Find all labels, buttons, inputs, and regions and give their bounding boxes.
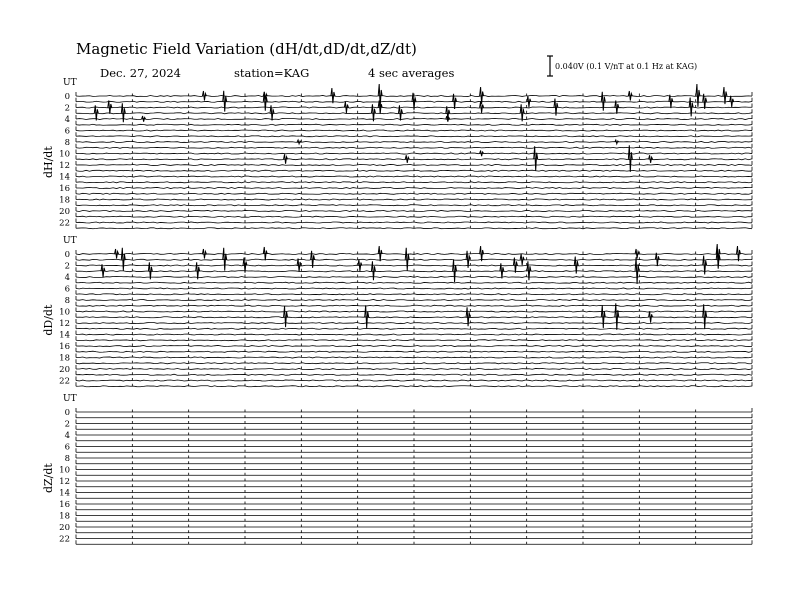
hour-tick-label: 4 [64, 115, 70, 125]
scale-bar [547, 56, 553, 76]
hour-tick-label: 20 [59, 523, 70, 533]
spike-mark [453, 259, 457, 282]
hour-tick-label: 16 [59, 342, 70, 352]
spike-mark [520, 254, 524, 265]
hour-tick-label: 4 [64, 431, 70, 441]
spike-mark [297, 140, 301, 144]
ut-label: UT [63, 236, 77, 246]
spike-mark [736, 246, 740, 261]
hour-tick-label: 8 [64, 454, 70, 464]
hour-tick-label: 2 [64, 419, 70, 430]
hour-tick-label: 10 [59, 465, 70, 476]
hour-tick-label: 0 [64, 92, 70, 102]
hour-tick-label: 8 [64, 296, 70, 306]
station-label: station=KAG [234, 66, 310, 80]
hour-tick-label: 10 [59, 149, 70, 160]
spike-mark [121, 103, 125, 122]
spike-mark [628, 145, 632, 172]
hour-tick-label: 16 [59, 184, 70, 194]
hour-tick-label: 22 [59, 376, 70, 387]
hour-tick-label: 6 [64, 284, 70, 295]
hour-tick-label: 2 [64, 103, 70, 114]
panel-label: dD/dt [42, 304, 55, 336]
spike-mark [615, 303, 619, 330]
hour-tick-label: 12 [59, 161, 70, 171]
spike-mark [615, 101, 619, 114]
hour-tick-label: 16 [59, 500, 70, 510]
hour-tick-label: 0 [64, 250, 70, 260]
chart-title: Magnetic Field Variation (dH/dt,dD/dt,dZ/dt) [76, 40, 417, 58]
hour-tick-label: 6 [64, 126, 70, 137]
spike-mark [297, 259, 301, 272]
hour-tick-label: 6 [64, 442, 70, 453]
hour-tick-label: 10 [59, 307, 70, 318]
panel-1 [42, 236, 752, 387]
hour-tick-label: 14 [59, 330, 70, 341]
averaging-label: 4 sec averages [368, 66, 455, 80]
hour-tick-label: 18 [59, 353, 70, 364]
spike-mark [601, 92, 605, 111]
hour-tick-label: 20 [59, 207, 70, 217]
hour-tick-label: 14 [59, 488, 70, 499]
date-label: Dec. 27, 2024 [100, 66, 181, 80]
panel-label: dZ/dt [42, 463, 55, 494]
spike-mark [371, 261, 375, 280]
panel-0 [42, 78, 752, 229]
hour-tick-label: 8 [64, 138, 70, 148]
spike-mark [121, 248, 125, 271]
spike-mark [405, 248, 409, 271]
hour-tick-label: 22 [59, 218, 70, 229]
spike-mark [108, 101, 112, 114]
spike-mark [635, 257, 639, 284]
panel-2 [42, 394, 752, 545]
hour-tick-label: 12 [59, 319, 70, 329]
hour-tick-label: 18 [59, 511, 70, 522]
hour-tick-label: 0 [64, 408, 70, 418]
panel-label: dH/dt [42, 146, 55, 179]
spike-mark [696, 84, 700, 107]
ut-label: UT [63, 78, 77, 88]
hour-tick-label: 22 [59, 534, 70, 545]
scale-note: 0.040V (0.1 V/nT at 0.1 Hz at KAG) [555, 62, 698, 71]
hour-tick-label: 2 [64, 261, 70, 272]
spike-mark [703, 304, 707, 329]
spike-mark [284, 306, 288, 327]
hour-tick-label: 20 [59, 365, 70, 375]
hour-tick-label: 12 [59, 477, 70, 487]
hour-tick-label: 14 [59, 172, 70, 183]
hour-tick-label: 4 [64, 273, 70, 283]
spike-mark [615, 140, 619, 144]
hour-tick-label: 18 [59, 195, 70, 206]
ut-label: UT [63, 394, 77, 404]
